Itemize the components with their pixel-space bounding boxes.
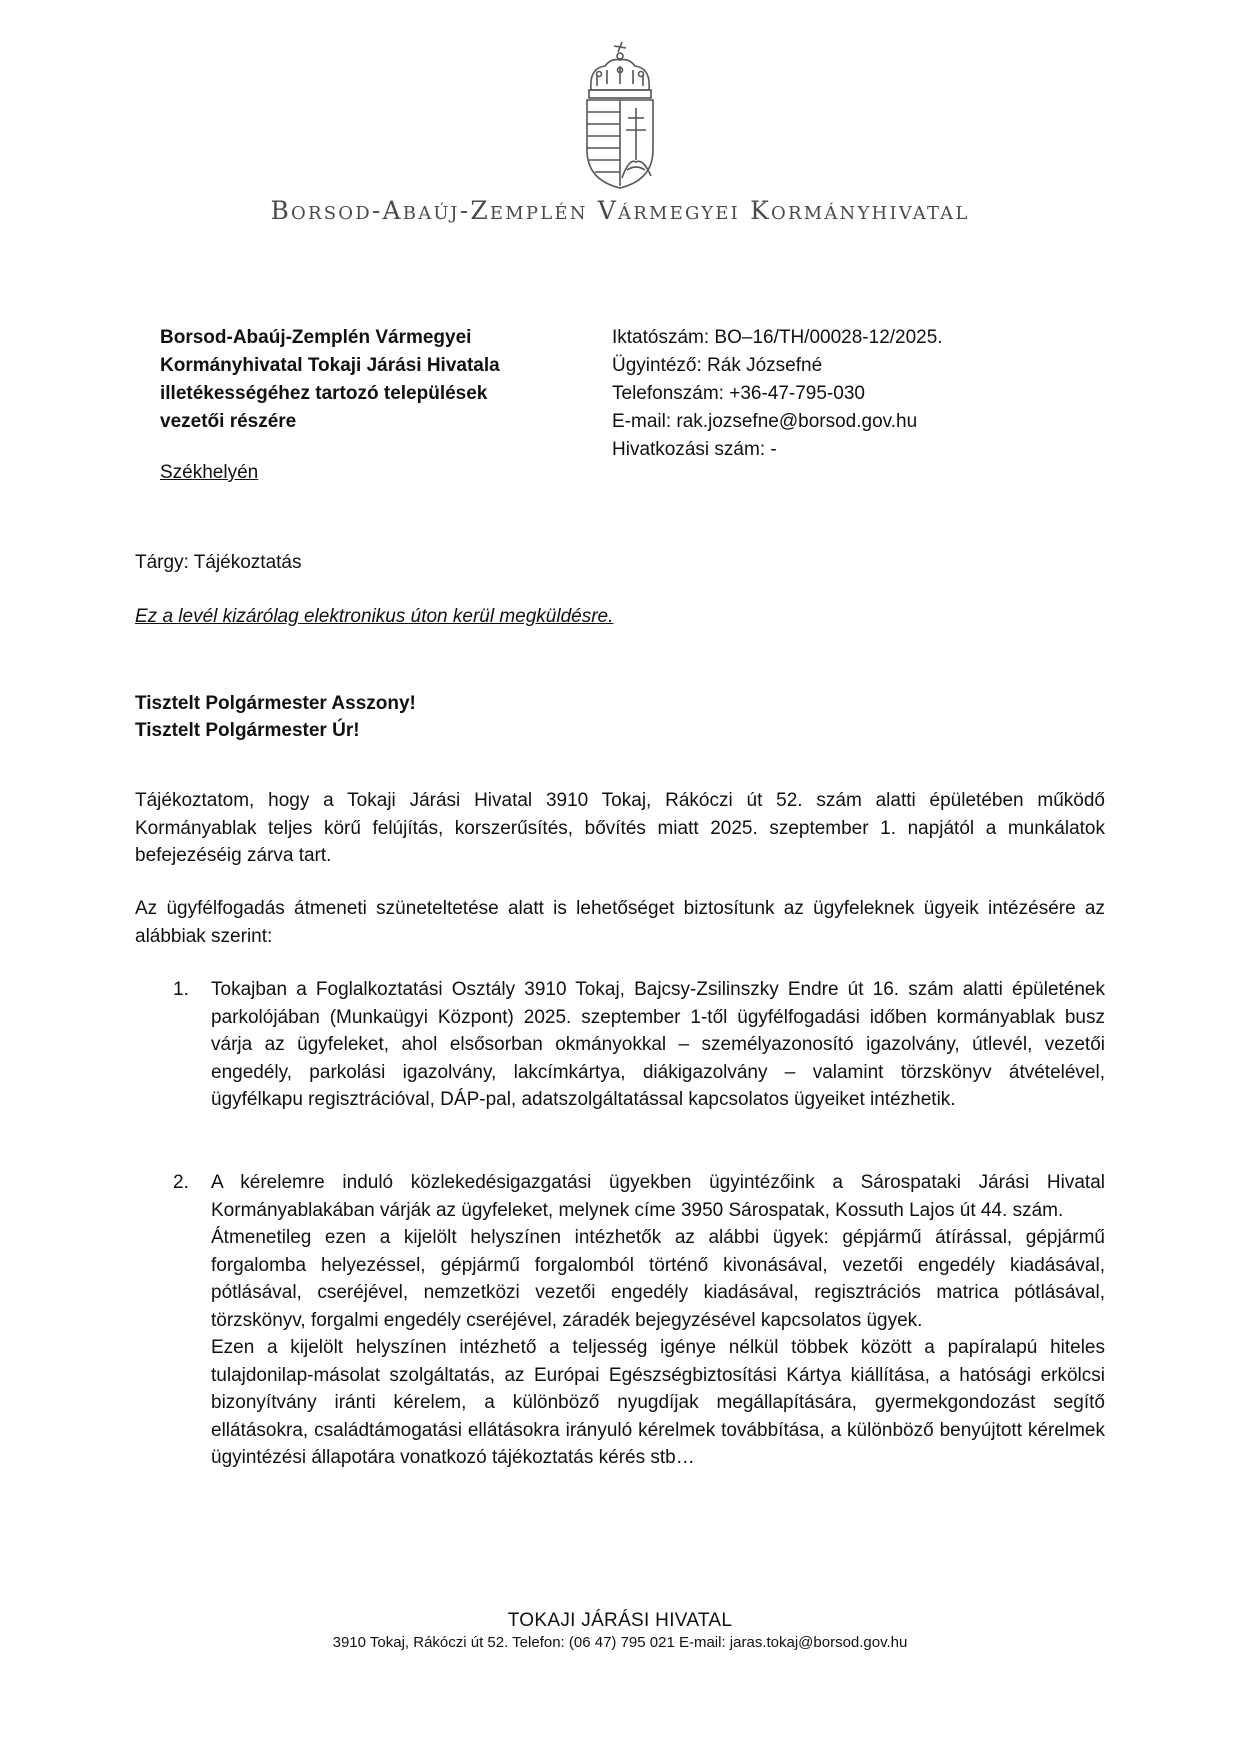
addressee-block — [160, 324, 590, 436]
list-number: 1. — [173, 979, 189, 1000]
case-officer: Ügyintéző: Rák Józsefné — [612, 355, 823, 376]
salutation-line: Tisztelt Polgármester Úr! — [135, 720, 360, 741]
footer — [0, 1610, 1240, 1651]
addressee-line: vezetői részére — [160, 411, 297, 432]
email-address: E-mail: rak.jozsefne@borsod.gov.hu — [612, 411, 918, 432]
list-number: 2. — [173, 1172, 189, 1193]
salutation — [135, 690, 416, 744]
electronic-delivery-note: Ez a levél kizárólag elektronikus úton kerül megküldésre. — [135, 606, 614, 627]
list-item-text: Ezen a kijelölt helyszínen intézhető a teljesség igénye nélkül többek között a papíralapú hiteles tulajdonilap-másolat szolgáltatás, az Európai Egészségbiztosítási Kártya kiállítása, a hatósági erkölcsi bizonyítvány iránti kérelem, a különböző nyugdíjak megállapítására, gyermekgondozást segítő ellátásokra, családtámogatási ellátásokra irányuló kérelmek továbbítása, a különböző benyújtott kérelmek ügyintézési állapotára vonatkozó tájékoztatás kérés stb… — [211, 1337, 1105, 1468]
phone-number: Telefonszám: +36-47-795-030 — [612, 383, 865, 404]
office-title: Borsod-Abaúj-Zemplén Vármegyei Kormányhivatal — [270, 196, 970, 225]
addressee-line: illetékességéhez tartozó települések — [160, 383, 488, 404]
list-item — [135, 1169, 1105, 1472]
reference-number: Hivatkozási szám: - — [612, 439, 777, 460]
list-item-text: A kérelemre induló közlekedésigazgatási ügyekben ügyintézőink a Sárospataki Járási Hivatal Kormányablakában várják az ügyfeleket, melynek címe 3950 Sárospatak, Kossuth Lajos út 44. szám. — [211, 1172, 1105, 1221]
footer-contact: 3910 Tokaj, Rákóczi út 52. Telefon: (06 47) 795 021 E-mail: jaras.tokaj@borsod.gov.hu — [332, 1634, 908, 1651]
addressee-seat: Székhelyén — [160, 462, 259, 483]
body-paragraph: Tájékoztatom, hogy a Tokaji Járási Hivatal 3910 Tokaj, Rákóczi út 52. szám alatti épületében működő Kormányablak teljes körű felújítás, korszerűsítés, bővítés miatt 2025. szeptember 1. napjától a munkálatok befejezéséig zárva tart. — [135, 790, 1105, 866]
body-paragraph: Az ügyfélfogadás átmeneti szüneteltetése alatt is lehetőséget biztosítunk az ügyfeleknek ügyeik intézésére az alábbiak szerint: — [135, 898, 1105, 947]
list-item-text: Tokajban a Foglalkoztatási Osztály 3910 Tokaj, Bajcsy-Zsilinszky Endre út 16. szám alatti épületének parkolójában (Munkaügyi Központ) 2025. szeptember 1-től ügyfélfogadási időben kormányablak busz várja az ügyfeleket, ahol elsősorban okmányokkal – személyazonosító igazolvány, útlevél, vezetői engedély, parkolási igazolvány, lakcímkártya, diákigazolvány – valamint törzskönyv átvételével, ügyfélkapu regisztrációval, DÁP-pal, adatszolgáltatással kapcsolatos ügyeiket intézhetik. — [211, 979, 1105, 1110]
registration-number: Iktatószám: BO–16/TH/00028-12/2025. — [612, 327, 943, 348]
reference-block — [612, 324, 943, 464]
addressee-line: Kormányhivatal Tokaji Járási Hivatala — [160, 355, 500, 376]
list-item-text: Átmenetileg ezen a kijelölt helyszínen intézhetők az alábbi ügyek: gépjármű átírással, gépjármű forgalomba helyezéssel, gépjármű forgalomból történő kivonásával, vezetői engedély kiadásával, pótlásával, cseréjével, nemzetközi vezetői engedély kiadásával, regisztrációs matrica pótlásával, törzskönyv, forgalmi engedély cseréjével, záradék bejegyzésével kapcsolatos ügyek. — [211, 1227, 1105, 1331]
salutation-line: Tisztelt Polgármester Asszony! — [135, 693, 416, 714]
hungarian-coat-of-arms-icon — [581, 40, 659, 190]
list-item — [135, 976, 1105, 1114]
list-item-body — [211, 1169, 1105, 1472]
addressee-line: Borsod-Abaúj-Zemplén Vármegyei — [160, 327, 472, 348]
footer-office-name: TOKAJI JÁRÁSI HIVATAL — [507, 1610, 733, 1631]
subject-line: Tárgy: Tájékoztatás — [135, 552, 302, 573]
